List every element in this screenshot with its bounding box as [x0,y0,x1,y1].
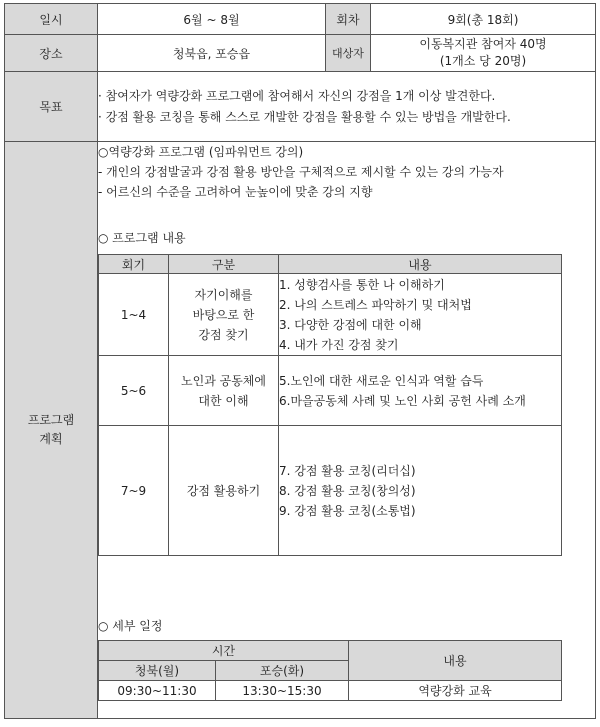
program-section-title: ○ 프로그램 내용 [98,231,186,245]
goal-label: 목표 [5,72,98,142]
date-value: 6월 ~ 8월 [98,4,326,35]
plan-label [5,142,98,719]
plan-intro-line-1: - 개인의 강점발굴과 강점 활용 방안을 구체적으로 제시할 수 있는 강의 가능자 [98,165,504,179]
goal-line-2: · 강점 활용 코칭을 통해 스스로 개발한 강점을 활용할 수 있는 방법을 개발한다. [98,109,511,124]
program-item: 5.노인에 대한 새로운 인식과 역할 습득 [279,373,484,388]
category-line: 노인과 공동체에 [181,373,266,388]
place-label: 장소 [5,35,98,72]
target-value [371,35,596,72]
schedule-time-cheongbuk: 09:30~11:30 [99,681,216,701]
program-row-3-items [279,426,562,556]
program-row-1-session: 1~4 [99,274,169,356]
program-row-2-session: 5~6 [99,356,169,426]
program-item: 2. 나의 스트레스 파악하기 및 대처법 [279,297,472,312]
program-item: 1. 성향검사를 통한 나 이해하기 [279,277,445,292]
date-label: 일시 [5,4,98,35]
program-item: 8. 강점 활용 코칭(창의성) [279,483,416,498]
program-header-content: 내용 [279,255,562,274]
schedule-content: 역량강화 교육 [349,681,562,701]
plan-label-line1: 프로그램 [27,413,75,427]
schedule-col-cheongbuk: 청북(월) [99,661,216,681]
program-header-category: 구분 [169,255,279,274]
program-item: 3. 다양한 강점에 대한 이해 [279,317,422,332]
goal-line-1: · 참여자가 역량강화 프로그램에 참여해서 자신의 강점을 1개 이상 발견한다. [98,88,496,103]
target-line2: (1개소 당 20명) [439,54,527,68]
program-row-1-category [169,274,279,356]
program-item: 7. 강점 활용 코칭(리더십) [279,463,416,478]
program-row-3-category: 강점 활용하기 [169,426,279,556]
schedule-content-header: 내용 [349,641,562,681]
program-row-2-category [169,356,279,426]
session-label: 회차 [326,4,371,35]
schedule-table [98,640,562,701]
program-header-session: 회기 [99,255,169,274]
target-label: 대상자 [326,35,371,72]
program-row-2-items [279,356,562,426]
schedule-time-header: 시간 [99,641,349,661]
goal-content [98,72,596,142]
schedule-section-title: ○ 세부 일정 [98,619,163,633]
target-line1: 이동복지관 참여자 40명 [419,37,547,51]
plan-form-table [4,3,596,719]
category-line: 강점 찾기 [198,327,249,342]
program-item: 6.마을공동체 사례 및 노인 사회 공헌 사례 소개 [279,393,526,408]
program-item: 4. 내가 가진 강점 찾기 [279,337,399,352]
category-line: 자기이해를 [194,287,253,302]
schedule-time-poseung: 13:30~15:30 [216,681,349,701]
plan-content [98,142,596,719]
category-line: 대한 이해 [198,393,249,408]
program-item: 9. 강점 활용 코칭(소통법) [279,503,416,518]
place-value: 청북읍, 포승읍 [98,35,326,72]
plan-intro-title: ○역량강화 프로그램 (임파워먼트 강의) [98,145,304,159]
program-table [98,254,562,556]
plan-intro-line-2: - 어르신의 수준을 고려하여 눈높이에 맞춘 강의 지향 [98,185,373,199]
program-row-1-items [279,274,562,356]
schedule-col-poseung: 포승(화) [216,661,349,681]
plan-label-line2: 계획 [39,432,63,446]
category-line: 바탕으로 한 [192,307,255,322]
session-value: 9회(총 18회) [371,4,596,35]
program-row-3-session: 7~9 [99,426,169,556]
